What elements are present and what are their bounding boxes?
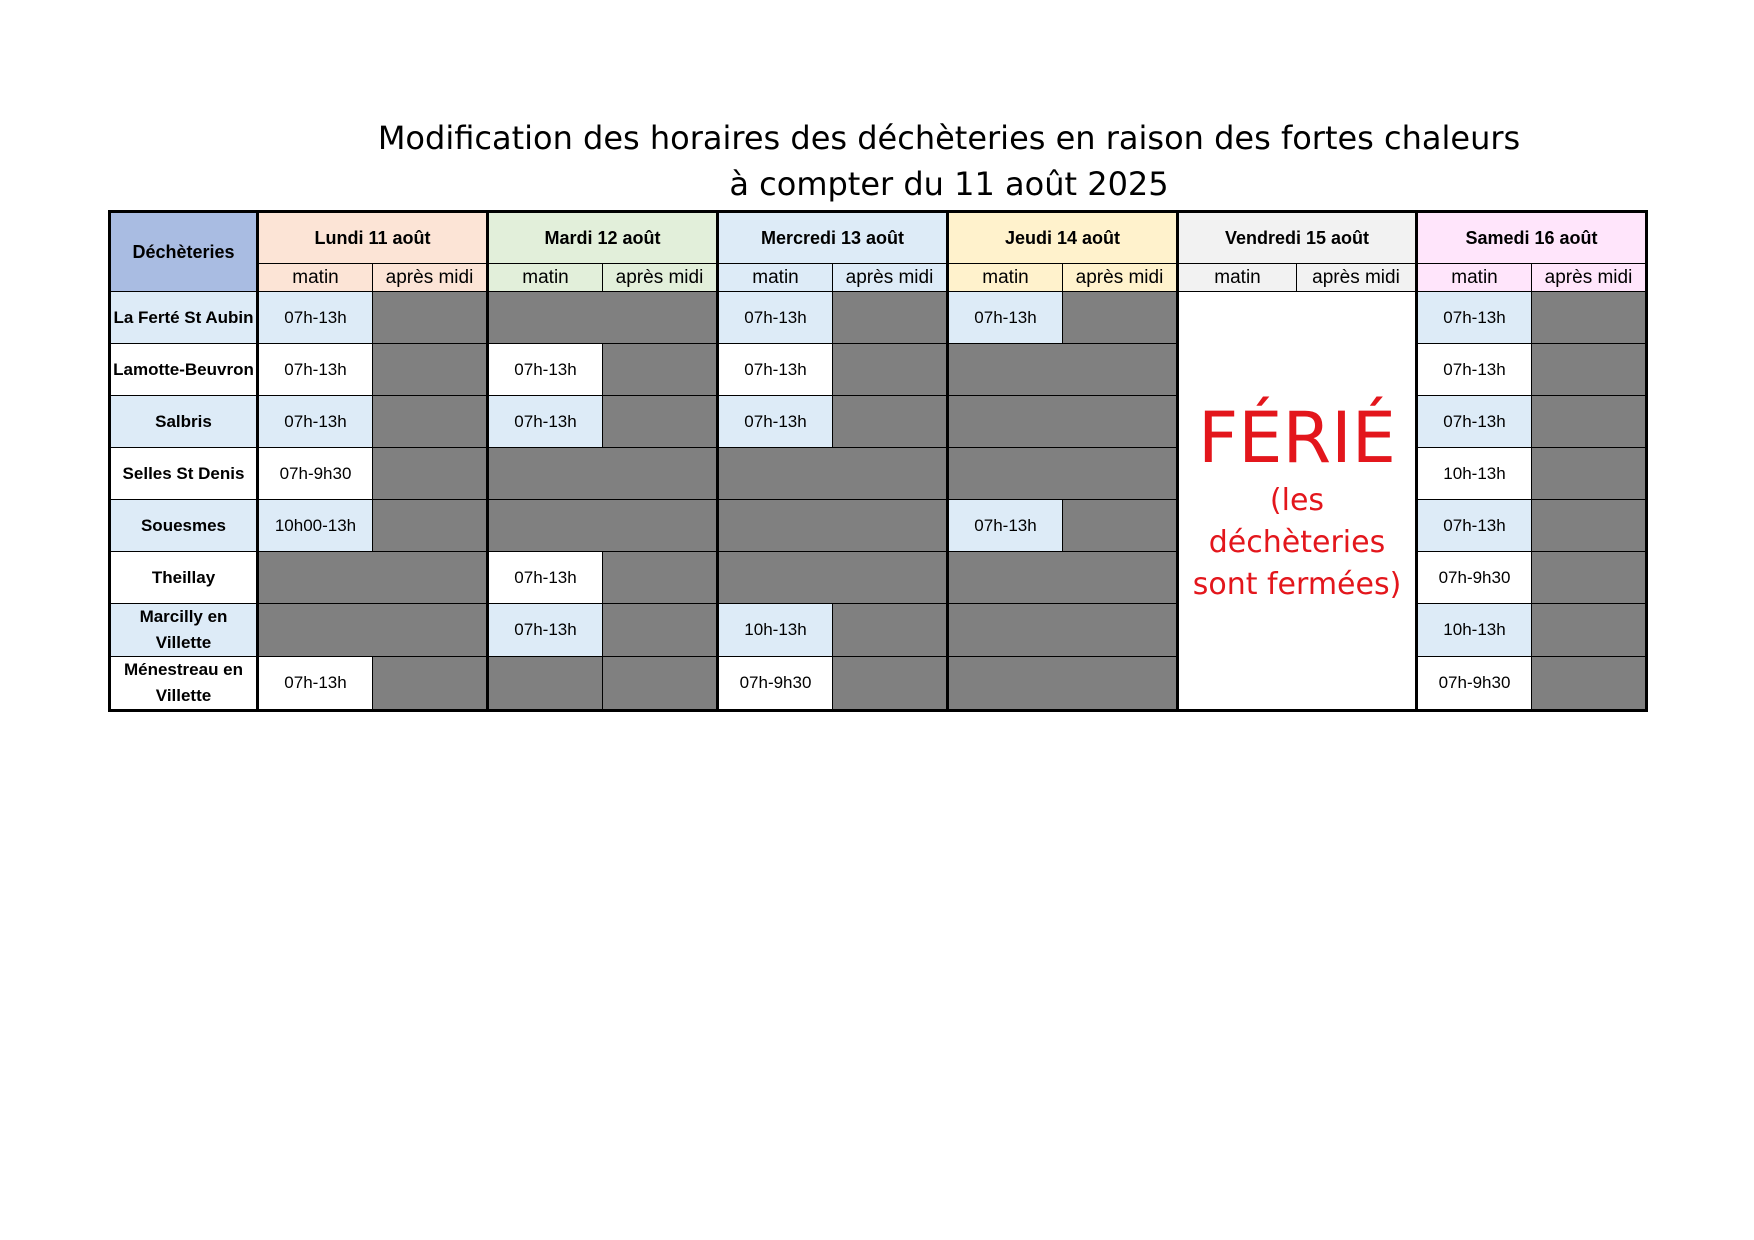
hours-cell: 10h-13h <box>718 604 833 657</box>
subheader-afternoon: après midi <box>603 264 718 292</box>
closed-cell <box>603 396 718 448</box>
closed-cell <box>373 396 488 448</box>
hours-cell: 07h-9h30 <box>718 657 833 711</box>
subheader-afternoon: après midi <box>833 264 948 292</box>
subheader-afternoon: après midi <box>1532 264 1647 292</box>
closed-cell <box>488 448 718 500</box>
subheader-morning: matin <box>948 264 1063 292</box>
corner-header: Déchèteries <box>110 212 258 292</box>
site-name: Selles St Denis <box>110 448 258 500</box>
closed-cell <box>948 396 1178 448</box>
closed-cell <box>948 344 1178 396</box>
closed-cell <box>1532 604 1647 657</box>
hours-cell: 07h-9h30 <box>258 448 373 500</box>
subheader-morning: matin <box>1178 264 1297 292</box>
holiday-notice <box>1178 292 1417 711</box>
closed-cell <box>1532 448 1647 500</box>
table-row <box>110 396 1647 448</box>
table-row <box>110 657 1647 711</box>
closed-cell <box>258 552 488 604</box>
closed-cell <box>1063 500 1178 552</box>
hours-cell: 07h-9h30 <box>1417 657 1532 711</box>
day-header-tuesday: Mardi 12 août <box>488 212 718 264</box>
closed-cell <box>948 552 1178 604</box>
hours-cell: 07h-13h <box>1417 500 1532 552</box>
day-header-friday: Vendredi 15 août <box>1178 212 1417 264</box>
hours-cell: 07h-9h30 <box>1417 552 1532 604</box>
hours-cell: 07h-13h <box>258 292 373 344</box>
closed-cell <box>603 604 718 657</box>
subheader-afternoon: après midi <box>1063 264 1178 292</box>
schedule-table <box>108 210 1648 712</box>
closed-cell <box>948 448 1178 500</box>
subheader-morning: matin <box>1417 264 1532 292</box>
closed-cell <box>833 292 948 344</box>
hours-cell: 07h-13h <box>1417 292 1532 344</box>
closed-cell <box>718 552 948 604</box>
holiday-note-line2: sont fermées) <box>1192 566 1402 602</box>
closed-cell <box>373 657 488 711</box>
holiday-note-line1: (les déchèteries <box>1208 482 1386 560</box>
closed-cell <box>948 657 1178 711</box>
site-name: Marcilly en Villette <box>110 604 258 657</box>
site-name: La Ferté St Aubin <box>110 292 258 344</box>
closed-cell <box>373 344 488 396</box>
hours-cell: 07h-13h <box>718 396 833 448</box>
site-name: Salbris <box>110 396 258 448</box>
hours-cell: 07h-13h <box>258 344 373 396</box>
hours-cell: 07h-13h <box>488 552 603 604</box>
day-header-thursday: Jeudi 14 août <box>948 212 1178 264</box>
page-title-line1: Modification des horaires des déchèteries en raison des fortes chaleurs <box>377 119 1521 157</box>
closed-cell <box>1063 292 1178 344</box>
day-header-monday: Lundi 11 août <box>258 212 488 264</box>
page-title-line2: à compter du 11 août 2025 <box>729 165 1169 203</box>
closed-cell <box>1532 657 1647 711</box>
closed-cell <box>833 344 948 396</box>
table-row <box>110 604 1647 657</box>
hours-cell: 07h-13h <box>488 604 603 657</box>
hours-cell: 10h-13h <box>1417 604 1532 657</box>
subheader-afternoon: après midi <box>1297 264 1417 292</box>
hours-cell: 07h-13h <box>1417 396 1532 448</box>
site-name: Ménestreau en Villette <box>110 657 258 711</box>
closed-cell <box>1532 500 1647 552</box>
site-name: Souesmes <box>110 500 258 552</box>
closed-cell <box>1532 344 1647 396</box>
closed-cell <box>833 657 948 711</box>
closed-cell <box>833 396 948 448</box>
table-row <box>110 552 1647 604</box>
closed-cell <box>603 344 718 396</box>
hours-cell: 07h-13h <box>948 292 1063 344</box>
hours-cell: 07h-13h <box>718 344 833 396</box>
closed-cell <box>488 292 718 344</box>
subheader-afternoon: après midi <box>373 264 488 292</box>
site-name: Theillay <box>110 552 258 604</box>
closed-cell <box>948 604 1178 657</box>
closed-cell <box>1532 552 1647 604</box>
site-name: Lamotte-Beuvron <box>110 344 258 396</box>
closed-cell <box>718 448 948 500</box>
closed-cell <box>488 500 718 552</box>
table-row <box>110 448 1647 500</box>
subheader-morning: matin <box>488 264 603 292</box>
closed-cell <box>603 657 718 711</box>
closed-cell <box>373 448 488 500</box>
hours-cell: 07h-13h <box>488 396 603 448</box>
closed-cell <box>258 604 488 657</box>
closed-cell <box>488 657 603 711</box>
hours-cell: 07h-13h <box>488 344 603 396</box>
hours-cell: 07h-13h <box>258 396 373 448</box>
closed-cell <box>1532 396 1647 448</box>
hours-cell: 10h00-13h <box>258 500 373 552</box>
hours-cell: 10h-13h <box>1417 448 1532 500</box>
closed-cell <box>373 500 488 552</box>
table-row <box>110 500 1647 552</box>
day-header-saturday: Samedi 16 août <box>1417 212 1647 264</box>
hours-cell: 07h-13h <box>948 500 1063 552</box>
table-row <box>110 344 1647 396</box>
hours-cell: 07h-13h <box>258 657 373 711</box>
hours-cell: 07h-13h <box>718 292 833 344</box>
subheader-morning: matin <box>258 264 373 292</box>
hours-cell: 07h-13h <box>1417 344 1532 396</box>
closed-cell <box>603 552 718 604</box>
closed-cell <box>718 500 948 552</box>
closed-cell <box>373 292 488 344</box>
closed-cell <box>833 604 948 657</box>
table-row <box>110 292 1647 344</box>
closed-cell <box>1532 292 1647 344</box>
holiday-title: FÉRIÉ <box>1197 396 1396 479</box>
day-header-wednesday: Mercredi 13 août <box>718 212 948 264</box>
subheader-morning: matin <box>718 264 833 292</box>
